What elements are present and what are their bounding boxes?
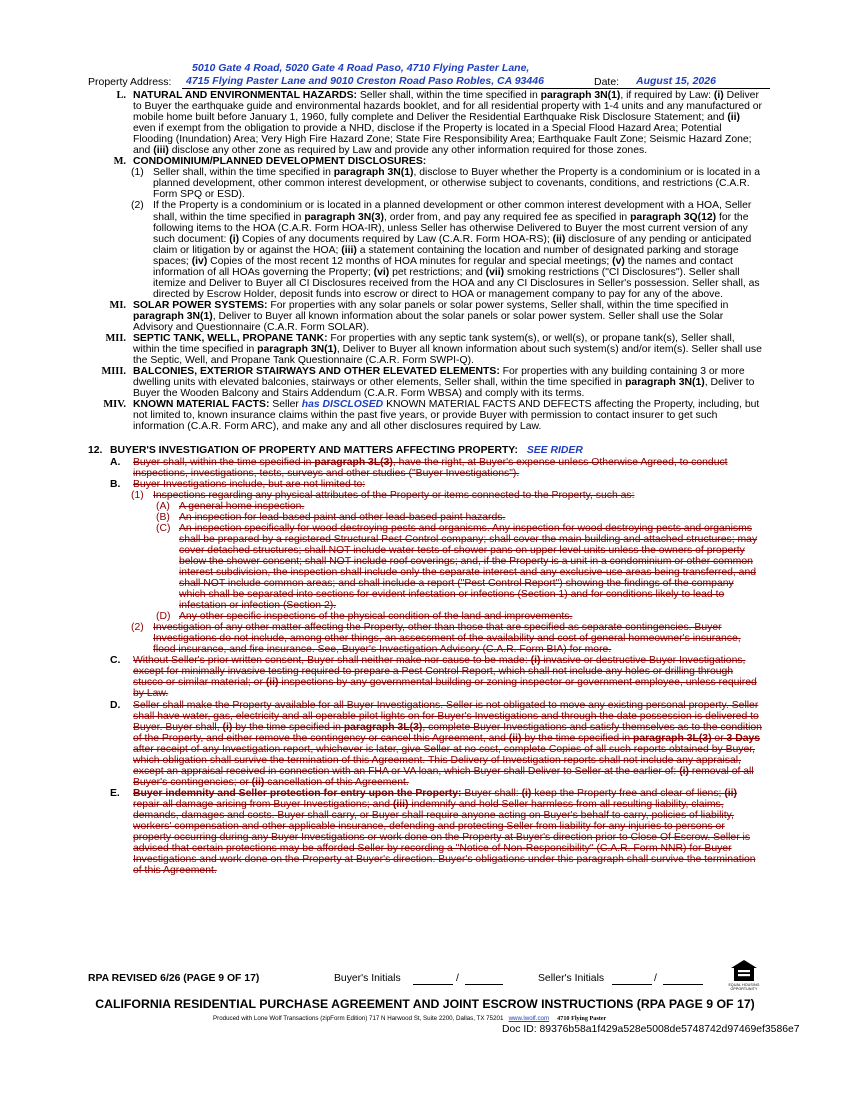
paragraph-12B-2: (2) Investigation of any other matter affecting the Property, other than those that are specified as separate contingencies. Buyer Investigations do not include, among other things, an assessment of the availability and cost of general homeowner's insurance, flood insurance, and fire insurance. See, Buyer's Investigation Advisory (C.A.R. Form BIA) for more. (131, 622, 741, 656)
paragraph-L: L. NATURAL AND ENVIRONMENTAL HAZARDS: Seller shall, within the time specified in paragraph 3N(1), if required by Law: (i) Deliver to Buyer the earthquake guide and environmental hazards booklet, and for all residential property with 1-4 units and any manufactured or mobile home built before January 1, 1960, fully complete and Deliver the Residential Earthquake Risk Disclosure Statement; and (ii) even if exempt from the obligation to provide a NHD, disclose if the Property is located in a Special Flood Hazard Area; Potential Flooding (Inundation) Area; Very High Fire Hazard Zone; State Fire Responsibility Area; Earthquake Fault Zone; Seismic Hazard Zone; and (iii) disclose any other zone as required by Law and provide any other information required for those zones. (88, 90, 762, 156)
form-title: CALIFORNIA RESIDENTIAL PURCHASE AGREEMENT AND JOINT ESCROW INSTRUCTIONS (RPA PAGE 9 OF 17) (95, 997, 755, 1011)
buyer-initials-field-2[interactable] (465, 984, 503, 985)
buyer-initials-field-1[interactable] (413, 984, 453, 985)
paragraph-12B-D: (D) Any other specific inspections of the physical condition of the land and improvements. (156, 611, 573, 623)
seller-initials-field-1[interactable] (612, 984, 652, 985)
paragraph-M-1: (1) Seller shall, within the time specified in paragraph 3N(1), disclose to Buyer whether the Property is a condominium or is located in a planned development, other common interest development, or otherwise subject to covenants, conditions, and restrictions (C.A.R. Form SPQ or ESD). (131, 167, 760, 201)
paragraph-MII: MII. SEPTIC TANK, WELL, PROPANE TANK: For properties with any septic tank system(s), or well(s), or propane tank(s), Seller shall, within the time specified in paragraph 3N(1), Deliver to Buyer all known information about such system(s) and/or item(s). Seller shall use the Septic, Well, and Propane Tank Questionnaire (C.A.R. Form SWPI-Q). (105, 333, 762, 367)
paragraph-12B-A: (A) A general home inspection. (156, 500, 305, 512)
buyer-initials-label: Buyer's Initials (334, 973, 401, 984)
section-12-title: BUYER'S INVESTIGATION OF PROPERTY AND MATTERS AFFECTING PROPERTY: (110, 445, 518, 457)
paragraph-12B-C: (C) An inspection specifically for wood destroying pests and organisms. Any inspection for wood destroying pests and organisms shall be prepared by a registered Structural Pest Control company; shall cover the main building and attached structures; may cover detached structures; shall NOT include water tests of shower pans on upper level units unless the owners of property below the shower consent; shall NOT include roof coverings; and, if the Property is a unit in a condominium or other common interest subdivision, the inspection shall include only the separate interest and any exclusive-use areas being transferred, and shall NOT include common areas; and shall include a report ("Pest Control Report") showing the findings of the company which shall be separated into sections for evident infestation or infections (Section 1) and for conditions likely to lead to infestation or infection (Section 2). (156, 522, 758, 612)
seller-initials-label: Seller's Initials (538, 973, 605, 984)
document-body (88, 90, 762, 876)
equal-housing-logo (728, 959, 760, 991)
paragraph-12B: B. Buyer Investigations include, but are not limited to: (110, 478, 366, 490)
produced-with-line: Produced with Lone Wolf Transactions (zipForm Edition) 717 N Harwood St, Suite 2200, Dallas, TX 75201 www.lwolf.com 4710 Flying Paster (213, 1015, 607, 1022)
known-facts-fill-field[interactable]: has DISCLOSED (301, 399, 384, 411)
paragraph-12E: E. Buyer indemnity and Seller protection for entry upon the Property: Buyer shall: (i) keep the Property free and clear of liens; (ii) repair all damage arising from Buyer Investigations; and (iii) indemnify and hold Seller harmless from all resulting liability, claims, demands, damages and costs. Buyer shall carry, or Buyer shall require anyone acting on Buyer's behalf to carry, policies of liability, workers' compensation and other applicable insurance, defending and protecting Seller from liability for any injuries to persons or property occurring during any Buyer Investigations or work done on the Property at Buyer's direction prior to Close Of Escrow. Seller is advised that certain protections may be afforded Seller by recording a "Notice of Non-Responsibility" (C.A.R. Form NNR) for Buyer Investigations and work done on the Property at Buyer's direction. Buyer's obligations under this paragraph shall survive the termination of this Agreement. (110, 787, 756, 877)
slash: / (654, 973, 657, 984)
property-name: 4710 Flying Paster (557, 1015, 607, 1022)
paragraph-number: M. (113, 156, 126, 168)
property-address-line1: 5010 Gate 4 Road, 5020 Gate 4 Road Paso, 4710 Flying Paster Lane, (192, 62, 530, 74)
paragraph-12B-1: (1) Inspections regarding any physical attributes of the Property or items connected to the Property, such as: (131, 489, 635, 501)
paragraph-M (88, 156, 762, 167)
date-label: Date: (594, 76, 620, 88)
paragraph-MI: MI. SOLAR POWER SYSTEMS: For properties with any solar panels or solar power systems, Seller shall, within the time specified in paragraph 3N(1), Deliver to Buyer all known information about the solar panels or solar power system. Seller shall use the Solar Advisory and Questionnaire (C.A.R. Form SOLAR). (109, 299, 729, 333)
section-12-heading: 12. BUYER'S INVESTIGATION OF PROPERTY AND MATTERS AFFECTING PROPERTY: SEE RIDER (88, 445, 583, 457)
paragraph-MIII: MIII. BALCONIES, EXTERIOR STAIRWAYS AND OTHER ELEVATED ELEMENTS: For properties with any building containing 3 or more dwelling units with elevated balconies, stairways or other elements, Seller shall, within the time specified in paragraph 3N(1), Deliver to Buyer the Wooden Balcony and Stairs Addendum (C.A.R. Form WBSA) and comply with its terms. (101, 366, 755, 400)
paragraph-MIV: MIV. KNOWN MATERIAL FACTS: Seller has DISCLOSED KNOWN MATERIAL FACTS AND DEFECTS affecting the Property, including, but not limited to, known insurance claims within the past five years, or provide Buyer with permission to contact insurer to get such information (C.A.R. Form ARC), and make any and all other disclosures required by Law. (103, 399, 760, 433)
paragraph-12C: C. Without Seller's prior written consent, Buyer shall neither make nor cause to be made: (i) invasive or destructive Buyer Investigations, except for minimally invasive testing required to prepare a Pest Control Report, which shall not include any holes or drilling through stucco or similar material; or (ii) inspections by any governmental building or zoning inspector or government employee, unless required by Law. (110, 655, 757, 700)
equal-housing-caption: EQUAL HOUSING OPPORTUNITY (728, 983, 760, 991)
property-address-label: Property Address: (88, 76, 172, 88)
paragraph-12A: A. Buyer shall, within the time specified in paragraph 3L(3), have the right, at Buyer's expense unless Otherwise Agreed, to conduct inspections, investigations, tests, surveys and other studies ("Buyer Investigations"). (110, 456, 728, 479)
date-field[interactable]: August 15, 2026 (628, 75, 770, 89)
seller-initials-field-2[interactable] (663, 984, 703, 985)
paragraph-title: NATURAL AND ENVIRONMENTAL HAZARDS: (133, 90, 357, 101)
slash: / (456, 973, 459, 984)
paragraph-12B-B: (B) An inspection for lead-based paint and other lead-based paint hazards. (156, 511, 506, 523)
property-address-field[interactable]: 4715 Flying Paster Lane and 9010 Creston Road Paso Robles, CA 93446 (182, 75, 662, 89)
form-revision: RPA REVISED 6/26 (PAGE 9 OF 17) (88, 973, 260, 984)
doc-id: Doc ID: 89376b58a1f429a528e5008de5748742d97469ef3586e7 (502, 1024, 800, 1035)
paragraph-number: L. (116, 90, 126, 101)
paragraph-M-2: (2) If the Property is a condominium or is located in a planned development or other common interest development with a HOA, Seller shall, within the time specified in paragraph 3N(3), order from, and pay any required fee as specified in paragraph 3Q(12) for the following items to the HOA (C.A.R. Form HOA-IR), unless Seller has otherwise Delivered to Buyer the most current version of any such document: (i) Copies of any documents required by Law (C.A.R. Form HOA-RS); (ii) disclosure of any pending or anticipated claim or litigation by or against the HOA; (iii) a statement containing the location and number of designated parking and storage spaces; (iv) Copies of the most recent 12 months of HOA minutes for regular and special meetings; (v) the names and contact information of all HOAs governing the Property; (vi) pet restrictions; and (vii) smoking restrictions ("CI Disclosures"). Seller shall itemize and Deliver to Buyer all CI Disclosures received from the HOA and any CI Disclosures in Seller's possession. Seller shall, as directed by Escrow Holder, deposit funds into escrow or direct to HOA or management company to pay for any of the above. (131, 200, 760, 300)
equal-housing-icon (730, 959, 758, 983)
website-link[interactable]: www.lwolf.com (508, 1015, 550, 1022)
see-rider-field[interactable]: SEE RIDER (526, 445, 583, 457)
paragraph-title: CONDOMINIUM/PLANNED DEVELOPMENT DISCLOSURES: (133, 156, 427, 168)
paragraph-12D: D. Seller shall make the Property available for all Buyer Investigations. Seller is not obligated to move any existing personal property. Seller shall have water, gas, electricity and all operable pilot lights on for Buyer's Investigations and through the date possession is delivered to Buyer. Buyer shall, (i) by the time specified in paragraph 3L(3), complete Buyer Investigations and satisfy themselves as to the condition of the Property, and either remove the contingency or cancel this Agreement, and (ii) by the time specified in paragraph 3L(3) or 3 Days after receipt of any Investigation report, whichever is later, give Seller at no cost, complete Copies of all such reports obtained by Buyer, which obligation shall survive the termination of this Agreement. This Delivery of Investigation reports shall not include any appraisal, except an appraisal received in connection with an FHA or VA loan, which Buyer shall Deliver to Seller at the earlier of: (i) removal of all Buyer's contingencies; or (ii) cancellation of this Agreement. (110, 699, 762, 788)
